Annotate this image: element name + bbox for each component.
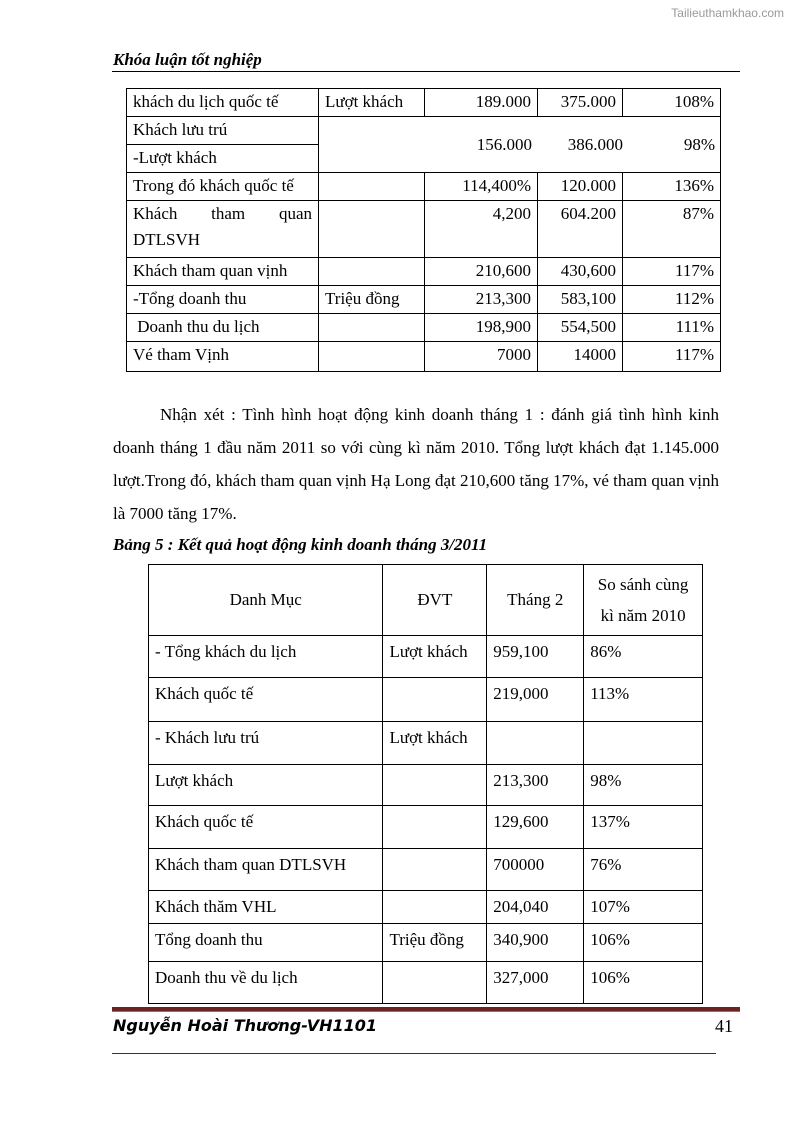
results-table-march-2011	[148, 564, 703, 1004]
cell: Vé tham Vịnh	[127, 342, 319, 372]
cell: 213,300	[425, 286, 538, 314]
running-header: Khóa luận tốt nghiệp	[113, 50, 262, 69]
table-row	[149, 678, 703, 722]
cell: 117%	[623, 342, 721, 372]
table-row	[149, 891, 703, 924]
cell: 14000	[538, 342, 623, 372]
cell: 113%	[584, 678, 703, 722]
cell: Khách quốc tế	[149, 806, 383, 849]
cell: Khách tham quan DTLSVH	[127, 201, 319, 258]
cell: 112%	[623, 286, 721, 314]
cell: 189.000	[425, 89, 538, 117]
cell: Khách tham quan DTLSVH	[149, 849, 383, 891]
cell: 327,000	[487, 962, 584, 1004]
cell: 198,900	[425, 314, 538, 342]
cell: 213,300	[487, 765, 584, 806]
footer-rule	[112, 1007, 740, 1012]
cell: 204,040	[487, 891, 584, 924]
cell: 86%	[584, 636, 703, 678]
cell: - Khách lưu trú	[149, 722, 383, 765]
cell: Trong đó khách quốc tế	[127, 173, 319, 201]
cell	[383, 849, 487, 891]
cell: 210,600	[425, 258, 538, 286]
cell: 108%	[623, 89, 721, 117]
page-number: 41	[715, 1016, 733, 1036]
table-row	[149, 722, 703, 765]
cell: khách du lịch quốc tế	[127, 89, 319, 117]
cell: 375.000	[538, 89, 623, 117]
cell: 136%	[623, 173, 721, 201]
header-cell: Danh Mục	[149, 565, 383, 636]
cell: 554,500	[538, 314, 623, 342]
cell: -Tổng doanh thu	[127, 286, 319, 314]
cell: 76%	[584, 849, 703, 891]
cell: Lượt khách	[383, 636, 487, 678]
cell: 87%	[623, 201, 721, 258]
table-row	[127, 89, 721, 117]
cell: 4,200	[425, 201, 538, 258]
cell	[383, 678, 487, 722]
table-row	[149, 636, 703, 678]
table-row	[149, 962, 703, 1004]
watermark: Tailieuthamkhao.com	[671, 6, 784, 20]
cell: 107%	[584, 891, 703, 924]
cell: Triệu đồng	[319, 286, 425, 314]
cell: 120.000	[538, 173, 623, 201]
table-row	[127, 342, 721, 372]
footer-line	[112, 1053, 716, 1054]
cell: 114,400%	[425, 173, 538, 201]
cell: 137%	[584, 806, 703, 849]
cell: Khách quốc tế	[149, 678, 383, 722]
table-row	[127, 173, 721, 201]
cell: Lượt khách	[149, 765, 383, 806]
cell: 129,600	[487, 806, 584, 849]
cell: 959,100	[487, 636, 584, 678]
cell: Khách lưu trú	[127, 117, 319, 145]
commentary-paragraph: Nhận xét : Tình hình hoạt động kinh doanh tháng 1 : đánh giá tình hình kinh doanh tháng 1 đầu năm 2011 so với cùng kì năm 2010. Tổng lượt khách đạt 1.145.000 lượt.Trong đó, khách tham quan vịnh Hạ Long đạt 210,600 tăng 17%, vé tham quan vịnh là 7000 tăng 17%.	[113, 405, 719, 523]
cell	[487, 722, 584, 765]
header-cell: ĐVT	[383, 565, 487, 636]
cell: Triệu đồng	[383, 924, 487, 962]
table-continued	[126, 88, 721, 372]
cell: Lượt khách	[319, 89, 425, 117]
cell: 111%	[623, 314, 721, 342]
table-row	[127, 201, 721, 258]
table-row	[149, 849, 703, 891]
cell	[383, 962, 487, 1004]
table-row	[127, 117, 721, 145]
cell: 430,600	[538, 258, 623, 286]
cell: -Lượt khách	[127, 145, 319, 173]
table-row	[127, 258, 721, 286]
cell	[383, 891, 487, 924]
table-row	[149, 924, 703, 962]
cell: 7000	[425, 342, 538, 372]
cell: Khách tham quan vịnh	[127, 258, 319, 286]
table-row	[149, 765, 703, 806]
table-header-row	[149, 565, 703, 636]
table-row	[127, 314, 721, 342]
header-cell: So sánh cùng kì năm 2010	[584, 565, 703, 636]
table-row	[149, 806, 703, 849]
cell: - Tổng khách du lịch	[149, 636, 383, 678]
cell: Doanh thu về du lịch	[149, 962, 383, 1004]
cell: Khách thăm VHL	[149, 891, 383, 924]
cell: 700000	[487, 849, 584, 891]
header-cell: Tháng 2	[487, 565, 584, 636]
cell: Doanh thu du lịch	[127, 314, 319, 342]
cell: 340,900	[487, 924, 584, 962]
cell-value: 386.000	[567, 134, 623, 154]
cell: 106%	[584, 962, 703, 1004]
cell: 604.200	[538, 201, 623, 258]
cell: 98%	[584, 765, 703, 806]
cell: 583,100	[538, 286, 623, 314]
cell: Tổng doanh thu	[149, 924, 383, 962]
cell-value: 98%	[683, 134, 715, 154]
cell-value: 156.000	[476, 134, 532, 154]
footer-author: Nguyễn Hoài Thương-VH1101	[113, 1016, 378, 1035]
merged-cell	[319, 117, 721, 173]
cell: Lượt khách	[383, 722, 487, 765]
header-rule	[112, 71, 740, 72]
cell	[584, 722, 703, 765]
cell	[383, 806, 487, 849]
cell: 106%	[584, 924, 703, 962]
cell	[383, 765, 487, 806]
table-row	[127, 286, 721, 314]
cell: 219,000	[487, 678, 584, 722]
table-caption: Bảng 5 : Kết quả hoạt động kinh doanh tháng 3/2011	[113, 535, 488, 554]
cell: 117%	[623, 258, 721, 286]
